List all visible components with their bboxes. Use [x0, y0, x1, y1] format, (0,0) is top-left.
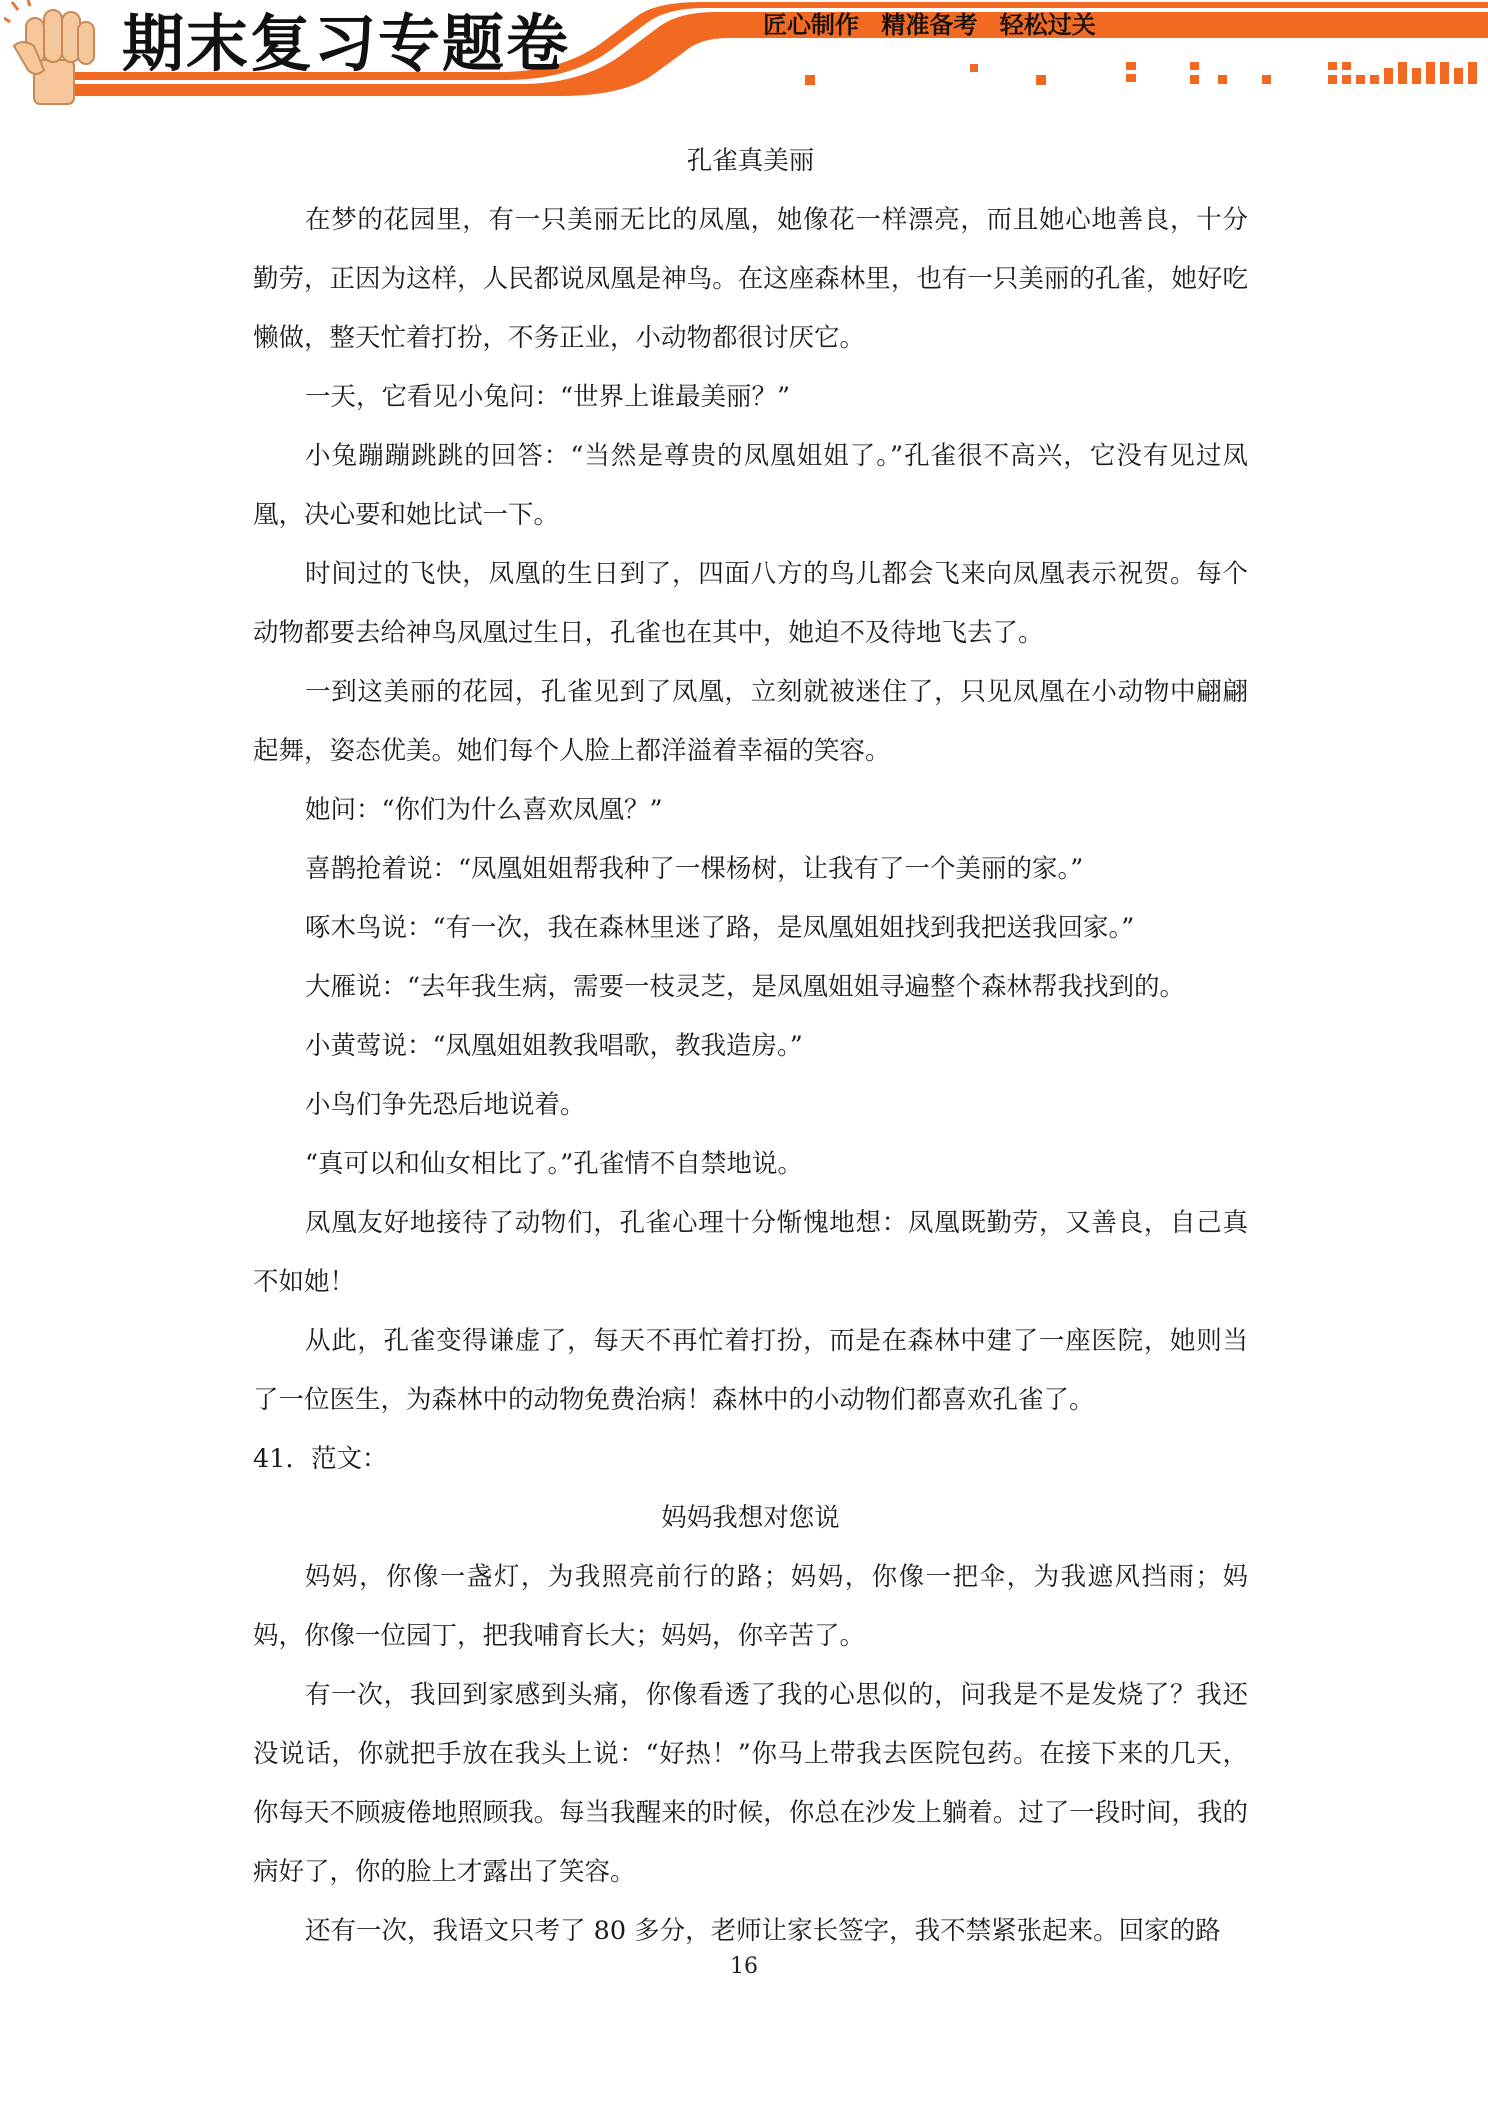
item-label: 41．范文：: [253, 1444, 388, 1474]
paragraph: 妈妈，你像一盏灯，为我照亮前行的路；妈妈，你像一把伞，为我遮风挡雨；妈妈，你像一位园丁，把我哺育长大；妈妈，你辛苦了。: [253, 1562, 1248, 1651]
essay-title: 孔雀真美丽: [686, 146, 815, 176]
paragraph: 从此，孔雀变得谦虚了，每天不再忙着打扮，而是在森林中建了一座医院，她则当了一位医生，为森林中的动物免费治病！森林中的小动物们都喜欢孔雀了。: [253, 1326, 1248, 1415]
paragraph: 还有一次，我语文只考了 80 多分，老师让家长签字，我不禁紧张起来。回家的路: [305, 1916, 1221, 1946]
paragraph: 凤凰友好地接待了动物们，孔雀心理十分惭愧地想：凤凰既勤劳，又善良，自己真不如她！: [253, 1208, 1248, 1297]
paragraph: 一到这美丽的花园，孔雀见到了凤凰，立刻就被迷住了，只见凤凰在小动物中翩翩起舞，姿态优美。她们每个人脸上都洋溢着幸福的笑容。: [253, 677, 1248, 766]
essay-title: 妈妈我想对您说: [661, 1503, 840, 1533]
paragraph: 大雁说：“去年我生病，需要一枝灵芝，是凤凰姐姐寻遍整个森林帮我找到的。: [305, 972, 1186, 1002]
paragraph: 她问：“你们为什么喜欢凤凰？”: [305, 795, 663, 825]
page-number: 16: [730, 1954, 758, 1979]
page-content: [253, 132, 1248, 1961]
paragraph: “真可以和仙女相比了。”孔雀情不自禁地说。: [305, 1149, 803, 1179]
paragraph: 小黄莺说：“凤凰姐姐教我唱歌，教我造房。”: [305, 1031, 803, 1061]
paragraph: 喜鹊抢着说：“凤凰姐姐帮我种了一棵杨树，让我有了一个美丽的家。”: [305, 854, 1084, 884]
paragraph: 小鸟们争先恐后地说着。: [305, 1090, 586, 1120]
fist-icon: [4, 0, 114, 110]
paragraph: 小兔蹦蹦跳跳的回答：“当然是尊贵的凤凰姐姐了。”孔雀很不高兴，它没有见过凤凰，决心要和她比试一下。: [253, 441, 1248, 530]
paragraph: 时间过的飞快，凤凰的生日到了，四面八方的鸟儿都会飞来向凤凰表示祝贺。每个动物都要去给神鸟凤凰过生日，孔雀也在其中，她迫不及待地飞去了。: [253, 559, 1248, 648]
page-header: [0, 0, 1488, 110]
paragraph: 啄木鸟说：“有一次，我在森林里迷了路，是凤凰姐姐找到我把送我回家。”: [305, 913, 1135, 943]
header-slogan: 匠心制作 精准备考 轻松过关: [763, 11, 1096, 39]
paragraph: 一天，它看见小兔问：“世界上谁最美丽？”: [305, 382, 791, 412]
header-title: 期末复习专题卷: [122, 7, 571, 80]
paragraph: 在梦的花园里，有一只美丽无比的凤凰，她像花一样漂亮，而且她心地善良，十分勤劳，正因为这样，人民都说凤凰是神鸟。在这座森林里，也有一只美丽的孔雀，她好吃懒做，整天忙着打扮，不务正业，小动物都很讨厌它。: [253, 205, 1248, 353]
paragraph: 有一次，我回到家感到头痛，你像看透了我的心思似的，问我是不是发烧了？我还没说话，你就把手放在我头上说：“好热！”你马上带我去医院包药。在接下来的几天，你每天不顾疲倦地照顾我。每当我醒来的时候，你总在沙发上躺着。过了一段时间，我的病好了，你的脸上才露出了笑容。: [253, 1680, 1248, 1887]
